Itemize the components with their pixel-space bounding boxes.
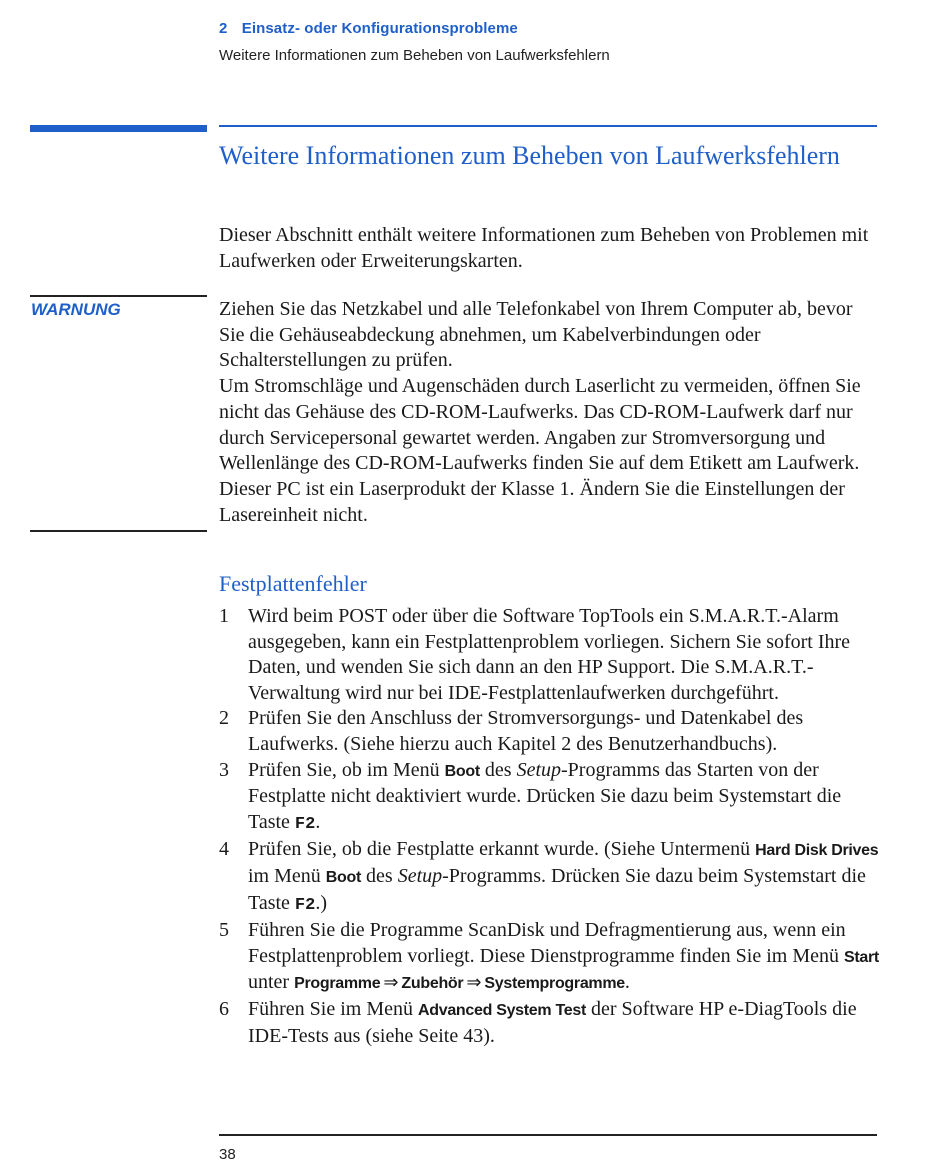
menu-name: Programme	[294, 975, 381, 993]
subsection-title: Festplattenfehler	[219, 571, 367, 596]
step-number: 6	[219, 997, 229, 1020]
program-name: Setup	[516, 758, 561, 781]
step-text: .)	[315, 891, 327, 914]
step-number: 1	[219, 605, 229, 627]
warning-label: WARNUNG	[31, 300, 121, 319]
menu-name: Systemprogramme	[484, 975, 625, 993]
menu-name: Boot	[444, 762, 480, 780]
step-text: Führen Sie im Menü	[248, 997, 418, 1020]
step-text: unter	[248, 971, 295, 994]
step-text: Prüfen Sie, ob im Menü	[248, 758, 445, 781]
step-text: im Menü	[248, 864, 326, 887]
warning-paragraph: Ziehen Sie das Netzkabel und alle Telefonkabel von Ihrem Computer ab, bevor Sie die Gehäuseabdeckung abnehmen, um Kabelverbindungen oder Schalterstellungen zu prüfen.	[219, 298, 853, 372]
section-marker-bar	[30, 125, 207, 132]
menu-name: Advanced System Test	[418, 1001, 586, 1019]
list-item	[219, 997, 879, 1049]
section-intro: Dieser Abschnitt enthält weitere Informationen zum Beheben von Problemen mit Laufwerken oder Erweiterungskarten.	[219, 224, 869, 272]
step-text: Prüfen Sie den Anschluss der Stromversorgungs- und Datenkabel des Laufwerks. (Siehe hierzu auch Kapitel 2 des Benutzerhandbuchs).	[248, 707, 804, 755]
step-text: des	[479, 758, 517, 781]
arrow-icon: ⇒	[383, 972, 399, 994]
step-text: .	[315, 810, 321, 833]
key-name: F2	[294, 895, 316, 915]
step-number: 4	[219, 838, 229, 861]
step-number: 5	[219, 919, 229, 942]
footer-rule	[219, 1134, 877, 1136]
step-text: des	[361, 864, 398, 887]
steps-list	[219, 604, 879, 1049]
step-text: -Programms. Drücken Sie dazu beim Systemstart die Taste	[248, 864, 866, 914]
menu-name: Zubehör	[401, 975, 464, 993]
step-text: der Software HP e-DiagTools die IDE-Tests aus (siehe Seite 43).	[248, 997, 857, 1047]
step-number: 3	[219, 758, 229, 781]
section-rule	[219, 125, 877, 127]
warning-rule-bottom	[30, 530, 207, 532]
step-text: .	[624, 971, 630, 994]
step-text: Wird beim POST oder über die Software TopTools ein S.M.A.R.T.-Alarm ausgegeben, kann ein Festplattenproblem vorliegen. Sichern Sie sofort Ihre Daten, und wenden Sie sich dann an den HP Support. Die S.M.A.R.T.-Verwaltung wird nur bei IDE-Festplattenlaufwerken durchgeführt.	[248, 605, 851, 704]
list-item	[219, 604, 879, 706]
list-item	[219, 837, 879, 918]
program-name: Setup	[397, 864, 443, 887]
running-subtitle: Weitere Informationen zum Beheben von Laufwerksfehlern	[219, 47, 610, 64]
menu-name: Hard Disk Drives	[755, 842, 879, 860]
section-title: Weitere Informationen zum Beheben von Laufwerksfehlern	[219, 141, 840, 170]
warning-paragraph: Um Stromschläge und Augenschäden durch Laserlicht zu vermeiden, öffnen Sie nicht das Gehäuse des CD-ROM-Laufwerks. Das CD-ROM-Laufwerk darf nur durch Servicepersonal gewartet werden. Angaben zur Stromversorgung und Wellenlänge des CD-ROM-Laufwerks finden Sie auf dem Etikett am Laufwerk. Dieser PC ist ein Laserprodukt der Klasse 1. Ändern Sie die Einstellungen der Lasereinheit nicht.	[219, 375, 861, 526]
chapter-title: Einsatz- oder Konfigurationsprobleme	[241, 20, 518, 37]
step-text: -Programms das Starten von der Festplatte nicht deaktiviert wurde. Drücken Sie dazu beim Systemstart die Taste	[248, 758, 842, 833]
key-name: F2	[294, 814, 316, 834]
menu-name: Start	[844, 948, 879, 966]
step-number: 2	[219, 707, 229, 730]
page-number: 38	[219, 1146, 236, 1163]
step-text: Führen Sie die Programme ScanDisk und Defragmentierung aus, wenn ein Festplattenproblem vorliegt. Diese Dienstprogramme finden Sie im Menü	[248, 919, 846, 967]
list-item	[219, 758, 879, 838]
chapter-header	[219, 20, 518, 37]
list-item	[219, 706, 879, 757]
warning-rule-top	[30, 295, 207, 297]
step-text: Prüfen Sie, ob die Festplatte erkannt wurde. (Siehe Untermenü	[248, 838, 756, 861]
arrow-icon: ⇒	[466, 972, 482, 994]
chapter-number: 2	[219, 20, 228, 37]
list-item	[219, 918, 879, 997]
menu-name: Boot	[325, 868, 362, 886]
warning-text	[219, 297, 879, 528]
